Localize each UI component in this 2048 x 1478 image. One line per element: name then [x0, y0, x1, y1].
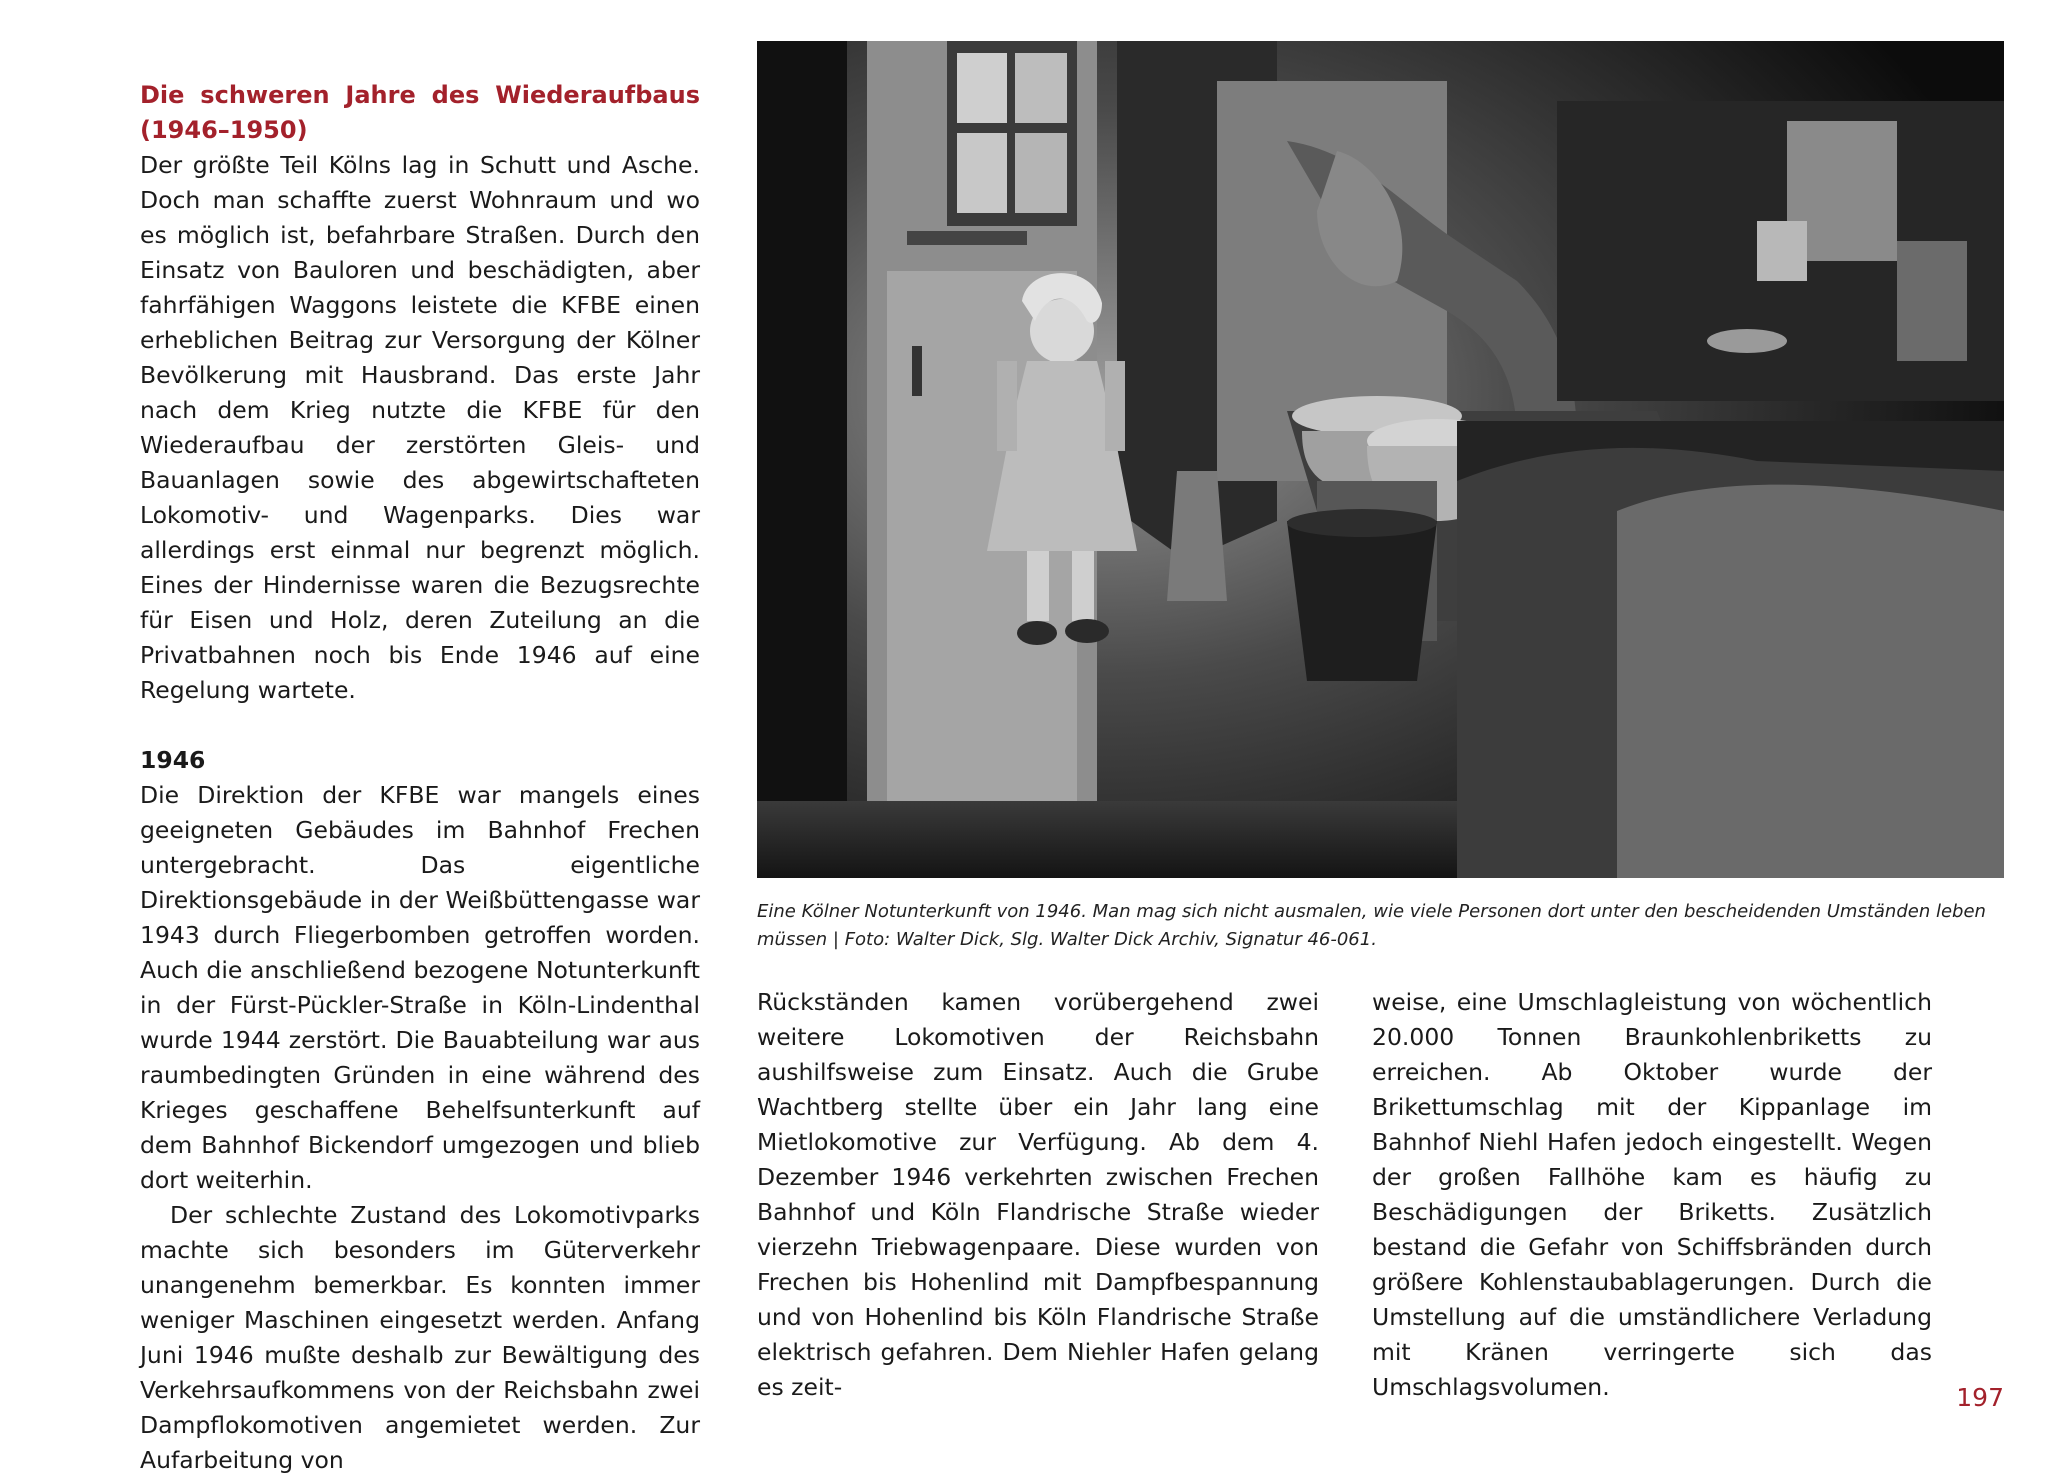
section-heading-1946: 1946	[140, 746, 206, 774]
intro-paragraph: Der größte Teil Kölns lag in Schutt und Asche. Doch man schaffte zuerst Wohnraum und wo es möglich ist, befahrbare Straßen. Durch den Einsatz von Bauloren und beschädigten, aber fahrfähigen Waggons leistete die KFBE einen erheblichen Beitrag zur Versorgung der Kölner Bevölkerung mit Hausbrand. Das erste Jahr nach dem Krieg nutzte die KFBE für den Wiederaufbau der zerstörten Gleis- und Bauanlagen sowie des abgewirtschafteten Lokomotiv- und Wagenparks. Dies war allerdings erst einmal nur begrenzt möglich. Eines der Hindernisse waren die Bezugsrechte für Eisen und Holz, deren Zuteilung an die Privatbahnen noch bis Ende 1946 auf eine Regelung wartete.	[140, 151, 700, 704]
spacer	[140, 708, 700, 743]
page-number: 197	[1956, 1383, 2004, 1412]
chapter-heading-line-1: Die schweren Jahre des Wiederaufbaus	[140, 81, 700, 109]
chapter-heading	[140, 78, 700, 148]
right-column	[1372, 985, 1932, 1405]
middle-column	[757, 985, 1319, 1405]
left-column	[140, 78, 700, 1478]
historical-photo	[757, 41, 2004, 878]
paragraph-lokomotivpark: Der schlechte Zustand des Lokomotivparks machte sich besonders im Güterverkehr unangenehm bemerkbar. Es konnten immer weniger Maschinen eingesetzt werden. Anfang Juni 1946 mußte deshalb zur Bewältigung des Verkehrsaufkommens von der Reichsbahn zwei Dampflokomotiven angemietet werden. Zur Aufarbeitung von	[140, 1201, 700, 1474]
photo-illustration	[757, 41, 2004, 878]
chapter-heading-line-2: (1946–1950)	[140, 116, 308, 144]
photo-caption: Eine Kölner Notunterkunft von 1946. Man mag sich nicht ausmalen, wie viele Personen dort unter den bescheidenden Umständen leben müssen | Foto: Walter Dick, Slg. Walter Dick Archiv, Signatur 46-061.	[757, 901, 1986, 950]
paragraph-direktion: Die Direktion der KFBE war mangels eines geeigneten Gebäudes im Bahnhof Frechen untergebracht. Das eigentliche Direktionsgebäude in der Weißbüttengasse war 1943 durch Fliegerbomben getroffen worden. Auch die anschließend bezogene Notunterkunft in der Fürst-Pückler-Straße in Köln-Lindenthal wurde 1944 zerstört. Die Bauabteilung war aus raumbedingten Gründen in eine während des Krieges geschaffene Behelfsunterkunft auf dem Bahnhof Bickendorf umgezogen und blieb dort weiterhin.	[140, 781, 700, 1194]
paragraph-rueckstaende: Rückständen kamen vorübergehend zwei weitere Lokomotiven der Reichsbahn aushilfsweise zum Einsatz. Auch die Grube Wachtberg stellte über ein Jahr lang eine Mietlokomotive zur Verfügung. Ab dem 4. Dezember 1946 verkehrten zwischen Frechen Bahnhof und Köln Flandrische Straße wieder vierzehn Triebwagenpaare. Diese wurden von Frechen bis Hohenlind mit Dampfbespannung und von Hohenlind bis Köln Flandrische Straße elektrisch gefahren. Dem Niehler Hafen gelang es zeit-	[757, 988, 1319, 1401]
paragraph-umschlag: weise, eine Umschlagleistung von wöchentlich 20.000 Tonnen Braunkohlenbriketts zu erreichen. Ab Oktober wurde der Brikettumschlag mit der Kippanlage im Bahnhof Niehl Hafen jedoch eingestellt. Wegen der großen Fallhöhe kam es häufig zu Beschädigungen der Briketts. Zusätzlich bestand die Gefahr von Schiffsbränden durch größere Kohlenstaubablagerungen. Durch die Umstellung auf die umständlichere Verladung mit Kränen verringerte sich das Umschlagsvolumen.	[1372, 988, 1932, 1401]
